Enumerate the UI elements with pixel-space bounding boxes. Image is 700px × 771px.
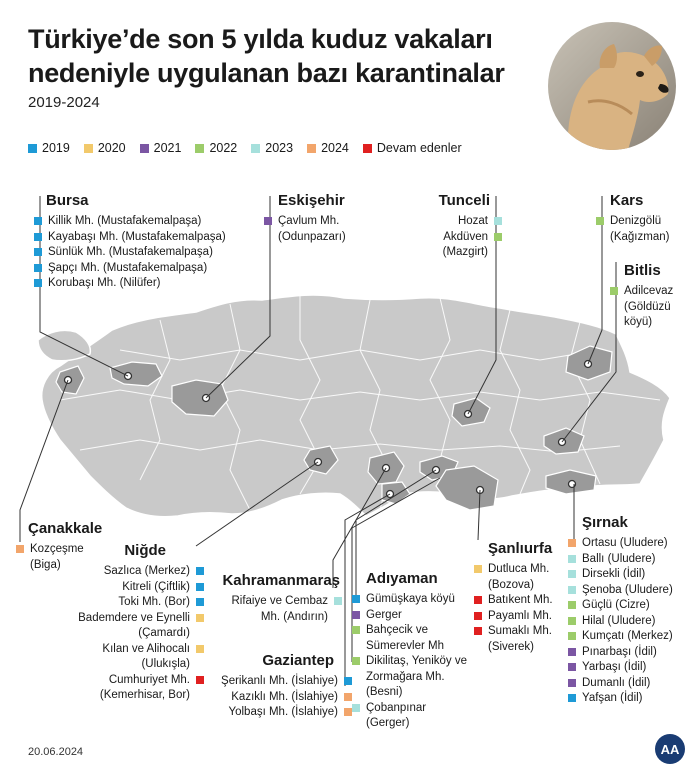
list-item-text: Kumçatı (Merkez) bbox=[582, 630, 673, 642]
list-item bbox=[568, 552, 673, 568]
province-name-bitlis: Bitlis bbox=[624, 262, 661, 279]
list-item bbox=[474, 624, 572, 655]
year-marker bbox=[264, 217, 272, 225]
list-item bbox=[352, 608, 480, 624]
year-marker bbox=[494, 233, 502, 241]
title-line-2: nedeniyle uygulanan bazı karantinalar bbox=[28, 58, 505, 88]
province-name-sanliurfa: Şanlıurfa bbox=[488, 540, 553, 557]
list-item-text: Gerger bbox=[366, 608, 402, 621]
province-list-kahramanmaras bbox=[214, 594, 342, 625]
list-item bbox=[200, 705, 352, 721]
list-item-text: Yarbaşı (İdil) bbox=[582, 661, 647, 673]
list-item-text: Adilcevaz (Göldüzü köyü) bbox=[624, 285, 674, 328]
list-item bbox=[352, 623, 480, 654]
list-item bbox=[610, 284, 694, 331]
year-marker bbox=[334, 597, 342, 605]
label-nigde bbox=[60, 542, 204, 704]
subtitle: 2019-2024 bbox=[28, 94, 100, 111]
list-item bbox=[568, 629, 673, 645]
list-item-text: Kozçeşme (Biga) bbox=[30, 543, 84, 571]
list-item bbox=[568, 567, 673, 583]
year-marker bbox=[568, 586, 576, 594]
year-marker bbox=[474, 612, 482, 620]
list-item bbox=[352, 654, 480, 701]
province-name-sirnak: Şırnak bbox=[582, 514, 628, 531]
year-marker bbox=[34, 279, 42, 287]
list-item-text: Bahçecik ve Sümerevler Mh bbox=[366, 624, 444, 652]
list-item bbox=[214, 594, 342, 625]
list-item-text: Çavlum Mh. (Odunpazarı) bbox=[278, 215, 346, 243]
list-item bbox=[568, 691, 673, 707]
province-name-canakkale: Çanakkale bbox=[28, 520, 103, 537]
legend-label: 2024 bbox=[321, 141, 349, 155]
year-marker bbox=[344, 693, 352, 701]
list-item bbox=[60, 595, 204, 611]
year-marker bbox=[494, 217, 502, 225]
list-item-text: Rifaiye ve Cembaz Mh. (Andırın) bbox=[231, 595, 328, 623]
legend-label: Devam edenler bbox=[376, 141, 462, 155]
year-marker bbox=[16, 545, 24, 553]
year-marker bbox=[352, 657, 360, 665]
list-item bbox=[568, 676, 673, 692]
label-bitlis bbox=[610, 262, 694, 331]
province-name-adiyaman: Adıyaman bbox=[366, 570, 438, 587]
list-item-text: Killik Mh. (Mustafakemalpaşa) bbox=[48, 215, 202, 227]
list-item-text: Kitreli (Çiftlik) bbox=[122, 580, 190, 593]
list-item-text: Ballı (Uludere) bbox=[582, 552, 656, 565]
list-item bbox=[34, 230, 226, 246]
year-marker bbox=[344, 708, 352, 716]
list-item-text: Sumaklı Mh. (Siverek) bbox=[488, 625, 552, 653]
year-marker bbox=[568, 632, 576, 640]
year-marker bbox=[34, 233, 42, 241]
list-item-text: Pınarbaşı (İdil) bbox=[582, 645, 657, 658]
year-marker bbox=[568, 694, 576, 702]
year-marker bbox=[596, 217, 604, 225]
year-marker bbox=[352, 704, 360, 712]
list-item bbox=[34, 245, 226, 261]
province-list-gaziantep bbox=[200, 674, 352, 721]
year-marker bbox=[568, 570, 576, 578]
list-item bbox=[34, 214, 226, 230]
list-item-text: Hozat bbox=[457, 215, 488, 227]
list-item-text: Sünlük Mh. (Mustafakemalpaşa) bbox=[48, 246, 213, 258]
year-marker bbox=[34, 217, 42, 225]
list-item-text: Şenoba (Uludere) bbox=[582, 583, 673, 596]
list-item bbox=[474, 562, 572, 593]
list-item bbox=[352, 701, 480, 732]
list-item-text: Güçlü (Cizre) bbox=[582, 599, 650, 611]
year-marker bbox=[610, 287, 618, 295]
list-item-text: Denizgölü (Kağızman) bbox=[610, 215, 670, 243]
year-marker bbox=[474, 565, 482, 573]
list-item bbox=[60, 564, 204, 580]
province-list-adiyaman bbox=[352, 592, 480, 732]
year-marker bbox=[568, 663, 576, 671]
list-item-text: Batıkent Mh. bbox=[488, 594, 553, 606]
list-item bbox=[34, 261, 226, 277]
list-item bbox=[568, 536, 673, 552]
province-name-nigde: Niğde bbox=[124, 542, 166, 559]
list-item-text: Kılan ve Alihocalı (Ulukışla) bbox=[102, 642, 190, 670]
list-item-text: Ortasu (Uludere) bbox=[582, 537, 668, 549]
list-item-text: Sazlıca (Merkez) bbox=[103, 565, 190, 577]
year-marker bbox=[568, 539, 576, 547]
list-item bbox=[400, 230, 502, 261]
list-item-text: Çobanpınar (Gerger) bbox=[366, 701, 427, 729]
list-item bbox=[568, 645, 673, 661]
year-marker bbox=[34, 248, 42, 256]
province-name-eskisehir: Eskişehir bbox=[278, 192, 345, 209]
list-item-text: Gümüşkaya köyü bbox=[366, 593, 455, 605]
year-marker bbox=[196, 598, 204, 606]
label-sirnak bbox=[568, 514, 673, 707]
year-marker bbox=[568, 617, 576, 625]
year-marker bbox=[196, 567, 204, 575]
province-name-tunceli: Tunceli bbox=[438, 192, 490, 209]
label-kahramanmaras bbox=[214, 572, 342, 625]
list-item bbox=[200, 674, 352, 690]
province-list-eskisehir bbox=[264, 214, 408, 245]
province-list-bursa bbox=[34, 214, 226, 292]
province-name-kars: Kars bbox=[610, 192, 644, 209]
year-marker bbox=[352, 595, 360, 603]
legend-label: 2023 bbox=[265, 141, 294, 155]
year-marker bbox=[474, 596, 482, 604]
list-item-text: Bademdere ve Eynelli (Çamardı) bbox=[78, 611, 190, 639]
year-marker bbox=[352, 611, 360, 619]
list-item bbox=[34, 276, 226, 292]
province-name-kahramanmaras: Kahramanmaraş bbox=[222, 572, 340, 589]
marker-bursa bbox=[125, 373, 132, 380]
year-marker bbox=[196, 614, 204, 622]
province-list-sanliurfa bbox=[474, 562, 572, 655]
province-name-bursa: Bursa bbox=[46, 192, 89, 209]
year-marker bbox=[568, 679, 576, 687]
logo-text: AA bbox=[660, 742, 680, 757]
list-item-text: Yolbaşı Mh. (İslahiye) bbox=[228, 706, 338, 718]
list-item bbox=[568, 614, 673, 630]
list-item bbox=[400, 214, 502, 230]
list-item-text: Akdüven (Mazgirt) bbox=[442, 230, 488, 258]
province-list-bitlis bbox=[610, 284, 694, 331]
year-marker bbox=[568, 648, 576, 656]
list-item-text: Payamlı Mh. bbox=[488, 609, 552, 622]
list-item-text: Cumhuriyet Mh. (Kemerhisar, Bor) bbox=[99, 673, 190, 701]
list-item-text: Yafşan (İdil) bbox=[582, 692, 643, 704]
title-line-1: Türkiye’de son 5 yılda kuduz vakaları bbox=[28, 24, 493, 54]
list-item-text: Şapçı Mh. (Mustafakemalpaşa) bbox=[48, 261, 208, 274]
list-item bbox=[60, 611, 204, 642]
list-item-text: Hilal (Uludere) bbox=[582, 614, 656, 627]
list-item bbox=[474, 609, 572, 625]
province-list-nigde bbox=[60, 564, 204, 704]
year-marker bbox=[196, 583, 204, 591]
list-item bbox=[474, 593, 572, 609]
list-item bbox=[200, 690, 352, 706]
province-name-gaziantep: Gaziantep bbox=[262, 652, 334, 669]
legend-label: 2021 bbox=[153, 141, 182, 155]
legend-label: 2022 bbox=[209, 141, 238, 155]
province-list-kars bbox=[596, 214, 680, 245]
list-item bbox=[60, 673, 204, 704]
publish-date: 20.06.2024 bbox=[28, 746, 84, 758]
year-marker bbox=[34, 264, 42, 272]
list-item-text: Kazıklı Mh. (İslahiye) bbox=[231, 690, 338, 703]
label-eskisehir bbox=[264, 192, 408, 245]
label-bursa bbox=[34, 192, 226, 292]
label-kars bbox=[596, 192, 680, 245]
province-list-tunceli bbox=[400, 214, 502, 261]
label-gaziantep bbox=[200, 652, 352, 721]
province-list-sirnak bbox=[568, 536, 673, 707]
year-marker bbox=[352, 626, 360, 634]
list-item bbox=[596, 214, 680, 245]
list-item-text: Dumanlı (İdil) bbox=[582, 676, 651, 689]
list-item-text: Kayabaşı Mh. (Mustafakemalpaşa) bbox=[48, 230, 226, 243]
year-marker bbox=[344, 677, 352, 685]
list-item bbox=[264, 214, 408, 245]
list-item-text: Toki Mh. (Bor) bbox=[118, 596, 190, 608]
list-item-text: Dirsekli (İdil) bbox=[582, 568, 646, 580]
list-item-text: Dutluca Mh. (Bozova) bbox=[488, 563, 550, 591]
list-item bbox=[352, 592, 480, 608]
list-item-text: Korubaşı Mh. (Nilüfer) bbox=[48, 277, 161, 289]
year-marker bbox=[474, 627, 482, 635]
list-item bbox=[60, 642, 204, 673]
year-marker bbox=[568, 601, 576, 609]
list-item bbox=[568, 598, 673, 614]
aa-logo bbox=[654, 733, 686, 770]
label-adiyaman bbox=[352, 570, 480, 732]
legend-label: 2019 bbox=[42, 141, 70, 155]
list-item bbox=[568, 660, 673, 676]
label-tunceli bbox=[400, 192, 502, 261]
label-sanliurfa bbox=[474, 540, 572, 655]
year-marker bbox=[568, 555, 576, 563]
list-item-text: Dikilitaş, Yeniköy ve Zormağara Mh. (Besni) bbox=[366, 655, 467, 698]
legend-label: 2020 bbox=[97, 141, 126, 155]
list-item bbox=[568, 583, 673, 599]
list-item-text: Şerikanlı Mh. (İslahiye) bbox=[221, 675, 338, 687]
list-item bbox=[60, 580, 204, 596]
